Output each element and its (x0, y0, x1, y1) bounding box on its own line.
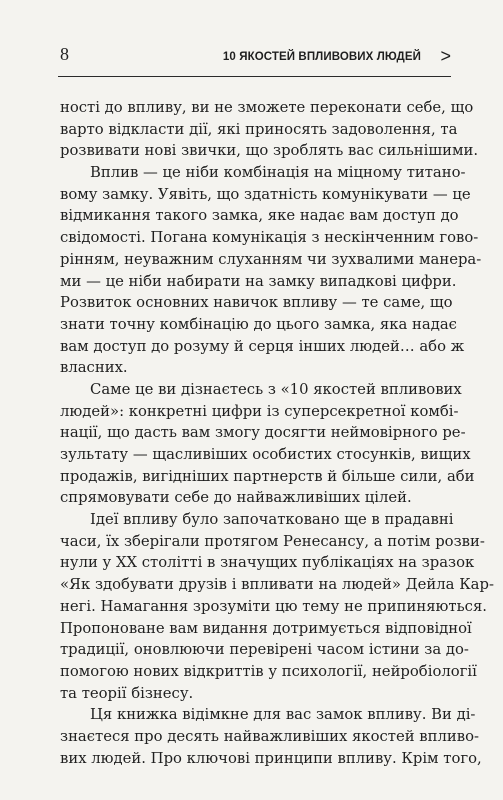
text-line: часи, їх зберігали протягом Ренесансу, а потім розви- (60, 532, 485, 550)
text-line: свідомості. Погана комунікація з нескінченним гово- (60, 229, 479, 247)
text-line: зультату — щасливіших особистих стосунків, вищих (60, 446, 471, 463)
text-line: Розвиток основних навичок впливу — те саме, що (60, 294, 453, 312)
running-title: 10 ЯКОСТЕЙ ВПЛИВОВИХ ЛЮДЕЙ (222, 51, 421, 63)
text-line: Саме це ви дізнаєтесь з «10 якостей впливових (90, 380, 462, 398)
text-line: рінням, неуважним слуханням чи зухвалими манера- (60, 250, 482, 268)
paragraph (60, 97, 479, 162)
text-line: традиції, оновлюючи перевірені часом істини за до- (60, 641, 469, 659)
text-line: нули у ХХ столітті в значущих публікаціях на зразок (60, 554, 475, 572)
text-line: Вплив — це ніби комбінація на міцному титано- (90, 164, 466, 182)
text-line: негі. Намагання зрозуміти цю тему не припиняються. (60, 597, 487, 615)
text-line: «Як здобувати друзів і впливати на людей» Дейла Кар- (60, 576, 494, 594)
running-header (58, 40, 451, 77)
text-line: спрямовувати себе до найважливіших цілей. (60, 489, 412, 507)
paragraph (60, 162, 482, 379)
text-line: нації, що дасть вам змогу досягти неймовірного ре- (60, 424, 466, 442)
text-line: ми — це ніби набирати на замку випадкові цифри. (60, 272, 457, 290)
text-line: Ця книжка відімкне для вас замок впливу. Ви ді- (90, 706, 476, 724)
page-number: 8 (60, 44, 69, 64)
text-line: відмикання такого замка, яке надає вам доступ до (60, 207, 459, 225)
text-line: знаєтеся про десять найважливіших якостей впливо- (60, 727, 479, 745)
text-line: розвивати нові звички, що зроблять вас сильнішими. (60, 142, 479, 160)
text-line: ності до впливу, ви не зможете переконати себе, що (60, 99, 474, 116)
text-line: знати точну комбінацію до цього замка, яка надає (60, 315, 457, 333)
text-line: Пропоноване вам видання дотримується відповідної (60, 619, 472, 637)
text-line: та теорії бізнесу. (60, 684, 194, 702)
text-line: вому замку. Уявіть, що здатність комунікувати — це (60, 185, 471, 203)
text-line: власних. (60, 359, 128, 377)
chevron-right-icon: > (440, 46, 451, 66)
text-line: вам доступ до розуму й серця інших людей… або ж (60, 337, 465, 355)
body-text (60, 97, 494, 769)
text-line: помогою нових відкриттів у психології, нейробіології (60, 662, 477, 680)
paragraph (60, 704, 482, 769)
text-line: продажів, вигідніших партнерств й більше сили, аби (60, 467, 475, 485)
paragraph (60, 509, 494, 704)
text-line: Ідеї впливу було започатковано ще в прадавні (90, 511, 454, 529)
text-line: варто відкласти дії, які приносять задоволення, та (60, 120, 458, 138)
text-line: вих людей. Про ключові принципи впливу. Крім того, (60, 749, 482, 767)
paragraph (60, 379, 475, 509)
text-line: людей»: конкретні цифри із суперсекретної комбі- (60, 402, 459, 420)
